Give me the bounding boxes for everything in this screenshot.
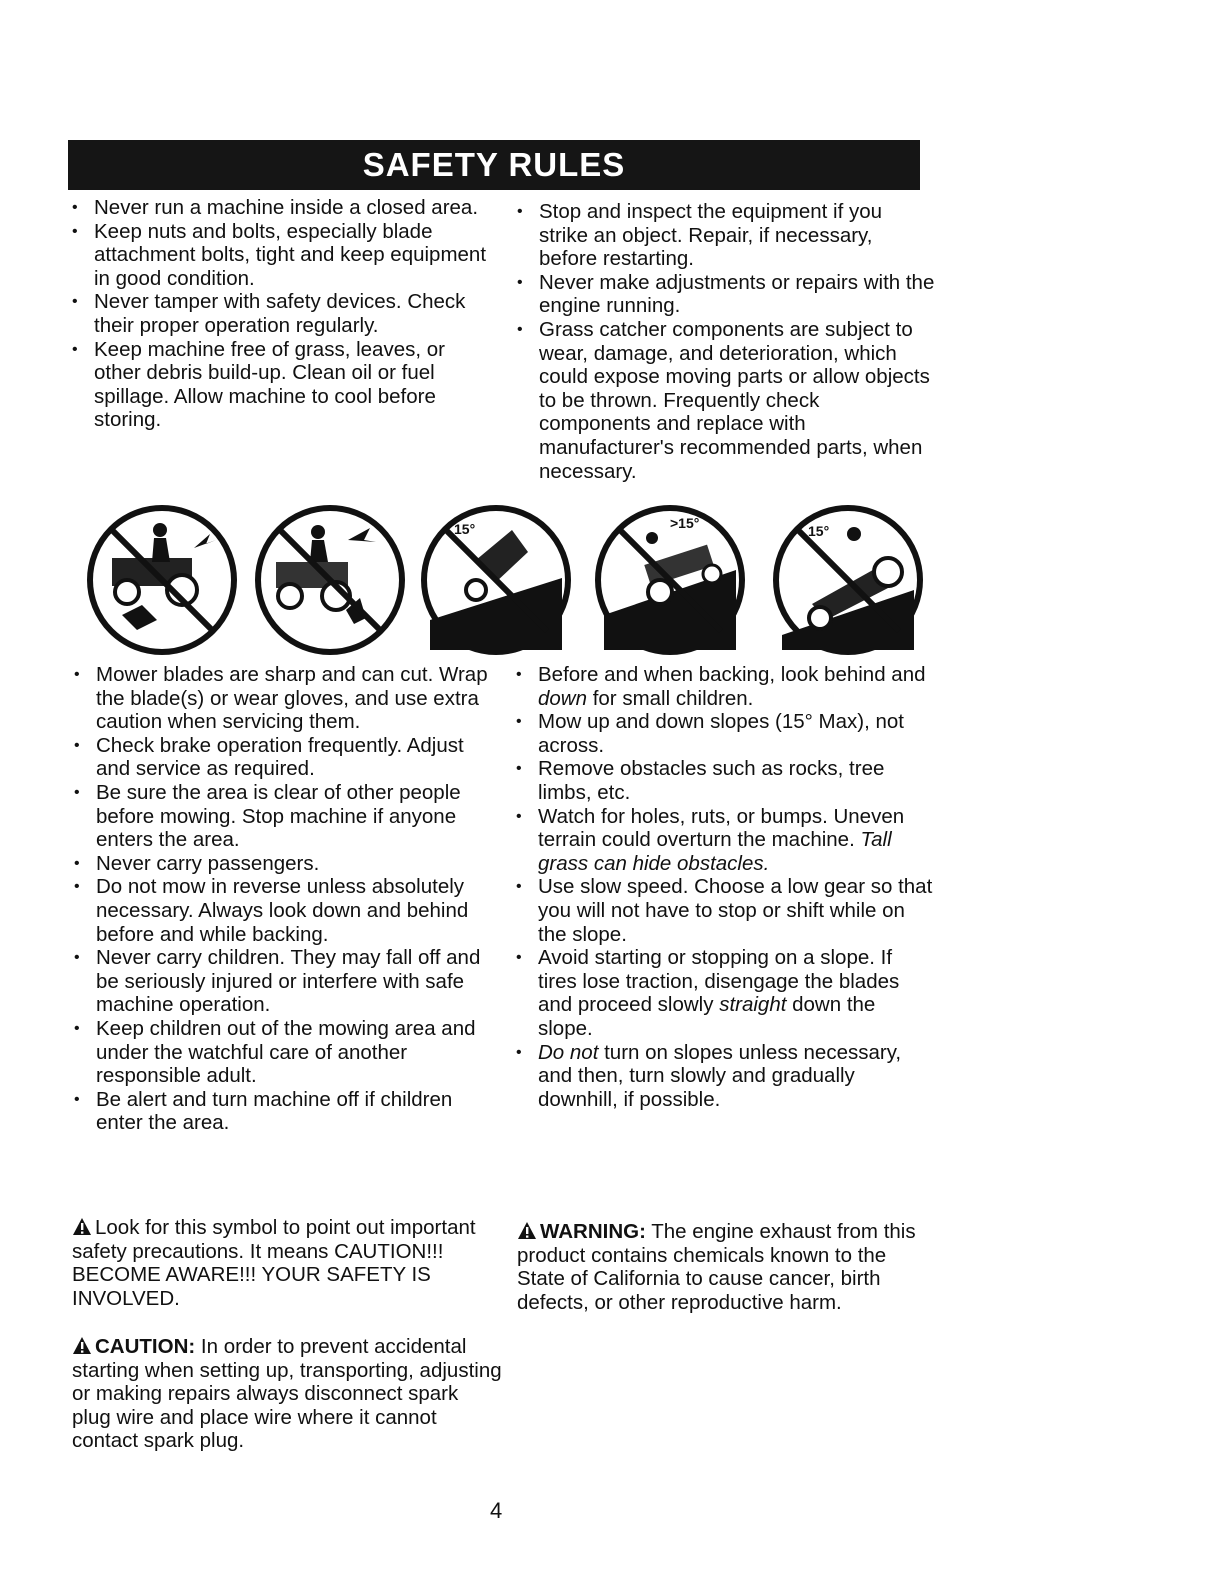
warning-triangle-icon [72, 1217, 92, 1236]
rule-text: for small children. [587, 686, 754, 710]
warning-label: WARNING: [540, 1220, 646, 1243]
rule-item: • Mow up and down slopes (15° Max), not across. [514, 710, 934, 757]
rule-emphasis: Do not [538, 1040, 599, 1064]
no-steep-slope-icon [590, 500, 750, 660]
rule-emphasis: Tall grass can hide obstacles. [538, 828, 892, 875]
note-text: The engine exhaust from this product contains chemicals known to the State of California to cause cancer, birth defects, or other reproductive harm. [517, 1220, 916, 1314]
bottom-left-rules [72, 663, 497, 1135]
note-text: In order to prevent accidental starting when setting up, transporting, adjusting or making repairs always disconnect spark plug wire and place wire where it cannot contact spark plug. [72, 1335, 502, 1453]
caution-label: CAUTION: [95, 1335, 196, 1358]
rule-item: • Never run a machine inside a closed area. [70, 196, 495, 220]
rule-item: • Stop and inspect the equipment if you strike an object. Repair, if necessary, before restarting. [515, 200, 935, 271]
rule-item: • Be sure the area is clear of other people before mowing. Stop machine if anyone enters the area. [72, 781, 497, 852]
rule-item [514, 1041, 934, 1112]
rule-item: • Never tamper with safety devices. Check their proper operation regularly. [70, 290, 495, 337]
rule-item: • Keep machine free of grass, leaves, or other debris build-up. Clean oil or fuel spillage. Allow machine to cool before storing. [70, 338, 495, 432]
safety-pictograms [78, 500, 930, 660]
rule-item: • Remove obstacles such as rocks, tree limbs, etc. [514, 757, 934, 804]
rule-item: • Keep children out of the mowing area and under the watchful care of another responsible adult. [72, 1017, 497, 1088]
section-header [68, 140, 920, 190]
rule-item: • Grass catcher components are subject to wear, damage, and deterioration, which could expose moving parts or allow objects to be thrown. Frequently check components and replace with manufacturer's recommended parts, when necessary. [515, 318, 935, 483]
warning-triangle-icon [72, 1336, 92, 1355]
rule-text: Avoid starting or stopping on a slope. If tires lose traction, disengage the blades and proceed slowly [538, 946, 900, 1017]
rule-text: Watch for holes, ruts, or bumps. Uneven terrain could overturn the machine. [538, 804, 905, 852]
note-text: Look for this symbol to point out important safety precautions. It means CAUTION!!! BECOME AWARE!!! YOUR SAFETY IS INVOLVED. [72, 1216, 476, 1310]
top-right-rules [515, 200, 935, 483]
rule-text: down the slope. [538, 993, 876, 1040]
slope-angle-label: 15° [454, 521, 476, 537]
safety-symbol-note [72, 1216, 502, 1310]
rule-item: • Use slow speed. Choose a low gear so that you will not have to stop or shift while on the slope. [514, 875, 934, 946]
section-title: SAFETY RULES [362, 146, 626, 183]
rule-item: • Never carry children. They may fall off and be seriously injured or interfere with safe machine operation. [72, 946, 497, 1017]
rule-item: • Never make adjustments or repairs with the engine running. [515, 271, 935, 318]
rule-item: • Check brake operation frequently. Adjust and service as required. [72, 734, 497, 781]
rule-text: turn on slopes unless necessary, and then, turn slowly and gradually downhill, if possible. [538, 1040, 902, 1111]
warning-note [517, 1220, 937, 1314]
page-number: 4 [490, 1498, 503, 1523]
rule-emphasis: down [538, 686, 588, 710]
rule-item [514, 663, 934, 710]
rule-item: • Mower blades are sharp and can cut. Wrap the blade(s) or wear gloves, and use extra caution when servicing them. [72, 663, 497, 734]
rule-item: • Do not mow in reverse unless absolutely necessary. Always look down and behind before and while backing. [72, 875, 497, 946]
no-passengers-icon [82, 500, 242, 660]
top-left-rules [70, 196, 495, 432]
rule-item: • Never carry passengers. [72, 852, 497, 876]
no-children-near-mower-icon [250, 500, 410, 660]
bottom-right-rules [514, 663, 934, 1111]
rule-item: • Be alert and turn machine off if children enter the area. [72, 1088, 497, 1135]
warning-triangle-icon [517, 1221, 537, 1240]
no-mowing-across-slope-icon [416, 500, 576, 660]
rule-item [514, 805, 934, 876]
rule-item [514, 946, 934, 1040]
slope-angle-label: >15° [670, 515, 700, 531]
rule-text: Before and when backing, look behind and [538, 663, 926, 686]
rule-emphasis: straight [719, 993, 787, 1017]
rule-item: • Keep nuts and bolts, especially blade attachment bolts, tight and keep equipment in good condition. [70, 220, 495, 291]
caution-note [72, 1335, 502, 1453]
no-turning-on-slope-icon [768, 500, 928, 660]
slope-angle-label: 15° [808, 523, 830, 539]
